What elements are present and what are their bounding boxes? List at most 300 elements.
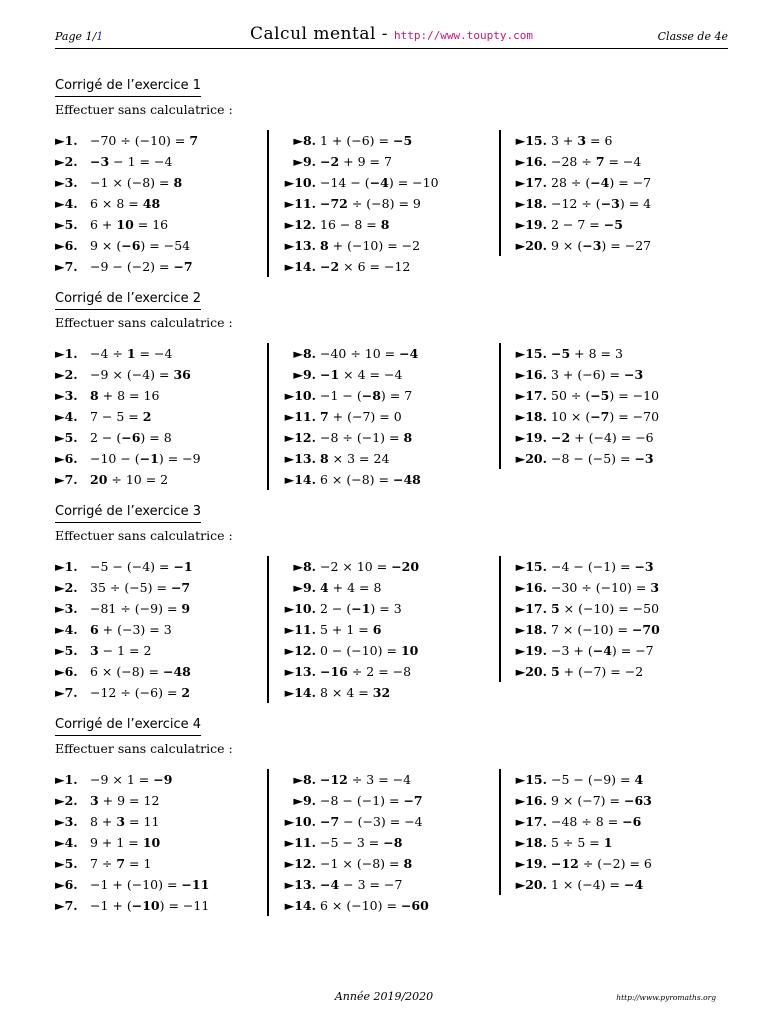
item-equation: 7 − 5 = 2 xyxy=(90,409,152,424)
item-number: ►19. xyxy=(515,430,547,445)
item-number: ►11. xyxy=(284,409,316,424)
item-equation: −10 − (−1) = −9 xyxy=(90,451,201,466)
answer-item xyxy=(284,385,514,406)
answer-item xyxy=(284,619,514,640)
item-equation: 2 − 7 = −5 xyxy=(551,217,623,232)
item-equation: 4 + 4 = 8 xyxy=(320,580,382,595)
item-equation: −28 ÷ 7 = −4 xyxy=(551,154,642,169)
item-equation: 7 × (−10) = −70 xyxy=(551,622,660,637)
answer-value: −5 xyxy=(392,133,413,148)
answer-value: 9 xyxy=(181,601,191,616)
item-number: ►5. xyxy=(55,430,78,445)
item-equation: 8 + (−10) = −2 xyxy=(320,238,421,253)
header-url-link[interactable]: http://www.toupty.com xyxy=(393,29,534,42)
answer-value: −3 xyxy=(582,238,602,253)
item-equation: −5 − (−4) = −1 xyxy=(90,559,193,574)
answer-item xyxy=(515,151,751,172)
answer-item xyxy=(55,598,265,619)
item-equation: −16 ÷ 2 = −8 xyxy=(320,664,412,679)
answer-item xyxy=(284,769,514,790)
answers-column-1 xyxy=(55,130,265,277)
item-number: ►12. xyxy=(284,430,316,445)
item-equation: −8 ÷ (−1) = 8 xyxy=(320,430,413,445)
item-equation: 6 + 10 = 16 xyxy=(90,217,169,232)
page-title xyxy=(55,24,728,44)
answer-value: −1 xyxy=(351,601,371,616)
item-equation: 2 − (−1) = 3 xyxy=(320,601,402,616)
item-equation: 10 × (−7) = −70 xyxy=(551,409,660,424)
answer-value: 20 xyxy=(90,472,108,487)
answer-value: 3 xyxy=(90,793,99,808)
item-equation: 8 × 4 = 32 xyxy=(320,685,391,700)
item-number: ►3. xyxy=(55,175,78,190)
answer-item xyxy=(284,661,514,682)
answer-value: 8 xyxy=(320,451,329,466)
item-equation: −4 − (−1) = −3 xyxy=(551,559,654,574)
answer-item xyxy=(55,769,265,790)
item-number: ►15. xyxy=(515,133,547,148)
item-equation: 8 + 8 = 16 xyxy=(90,388,160,403)
item-equation: −2 + (−4) = −6 xyxy=(551,430,654,445)
item-number: ►11. xyxy=(284,196,316,211)
answer-item xyxy=(55,895,265,916)
item-equation: −81 ÷ (−9) = 9 xyxy=(90,601,191,616)
section-title: Corrigé de l’exercice 2 xyxy=(55,291,201,310)
item-number: ►8. xyxy=(293,772,316,787)
item-number: ►6. xyxy=(55,664,78,679)
item-number: ►10. xyxy=(284,601,316,616)
answer-value: −3 xyxy=(90,154,110,169)
answers-column-1 xyxy=(55,556,265,703)
answer-item xyxy=(55,832,265,853)
item-number: ►4. xyxy=(55,835,78,850)
item-number: ►8. xyxy=(293,133,316,148)
answer-item xyxy=(515,598,751,619)
item-number: ►13. xyxy=(284,664,316,679)
answer-value: −5 xyxy=(603,217,623,232)
item-equation: −70 ÷ (−10) = 7 xyxy=(90,133,199,148)
answer-value: −12 xyxy=(320,772,348,787)
item-equation: 5 + 1 = 6 xyxy=(320,622,382,637)
item-number: ►7. xyxy=(55,685,78,700)
item-number: ►7. xyxy=(55,898,78,913)
item-equation: −8 − (−5) = −3 xyxy=(551,451,654,466)
answer-value: −9 xyxy=(153,772,173,787)
item-equation: 7 ÷ 7 = 1 xyxy=(90,856,152,871)
item-number: ►14. xyxy=(284,685,316,700)
item-number: ►20. xyxy=(515,451,547,466)
answer-item xyxy=(515,130,751,151)
answer-item xyxy=(515,364,751,385)
item-number: ►19. xyxy=(515,217,547,232)
item-number: ►6. xyxy=(55,451,78,466)
item-equation: 7 + (−7) = 0 xyxy=(320,409,402,424)
item-equation: 9 × (−7) = −63 xyxy=(551,793,652,808)
answer-item xyxy=(284,640,514,661)
answer-value: 8 xyxy=(380,217,390,232)
answer-value: −4 xyxy=(399,346,419,361)
answers-column-2 xyxy=(267,556,514,703)
answer-item xyxy=(284,469,514,490)
answers-column-3 xyxy=(499,556,751,682)
answer-value: 5 xyxy=(551,601,560,616)
footer-year: Année 2019/2020 xyxy=(334,990,434,1003)
item-equation: 6 + (−3) = 3 xyxy=(90,622,172,637)
answer-value: −1 xyxy=(320,367,340,382)
item-number: ►12. xyxy=(284,856,316,871)
item-equation: −3 − 1 = −4 xyxy=(90,154,173,169)
item-equation: 9 + 1 = 10 xyxy=(90,835,161,850)
answer-value: 7 xyxy=(595,154,605,169)
answer-value: −72 xyxy=(320,196,348,211)
item-equation: −9 − (−2) = −7 xyxy=(90,259,193,274)
item-number: ►2. xyxy=(55,154,78,169)
answer-value: 7 xyxy=(116,856,126,871)
answers-column-1 xyxy=(55,343,265,490)
answer-item xyxy=(55,130,265,151)
item-equation: −9 × 1 = −9 xyxy=(90,772,173,787)
item-equation: 6 × (−8) = −48 xyxy=(320,472,421,487)
answer-item xyxy=(55,577,265,598)
item-equation: −72 ÷ (−8) = 9 xyxy=(320,196,421,211)
item-equation: 9 × (−3) = −27 xyxy=(551,238,652,253)
answer-value: −11 xyxy=(181,877,210,892)
item-equation: −3 + (−4) = −7 xyxy=(551,643,654,658)
item-equation: 35 ÷ (−5) = −7 xyxy=(90,580,191,595)
item-equation: −9 × (−4) = 36 xyxy=(90,367,191,382)
item-equation: 2 − (−6) = 8 xyxy=(90,430,172,445)
item-equation: −1 + (−10) = −11 xyxy=(90,898,210,913)
item-number: ►13. xyxy=(284,877,316,892)
answer-item xyxy=(515,172,751,193)
answer-item xyxy=(55,874,265,895)
answer-item xyxy=(284,853,514,874)
item-number: ►3. xyxy=(55,601,78,616)
answer-item xyxy=(55,790,265,811)
item-equation: −4 − 3 = −7 xyxy=(320,877,403,892)
item-number: ►2. xyxy=(55,580,78,595)
item-number: ►19. xyxy=(515,643,547,658)
answer-value: 10 xyxy=(116,217,134,232)
item-number: ►20. xyxy=(515,664,547,679)
answer-item xyxy=(284,256,514,277)
answer-value: −1 xyxy=(139,451,159,466)
item-number: ►11. xyxy=(284,622,316,637)
item-equation: −5 + 8 = 3 xyxy=(551,346,623,361)
answer-item xyxy=(55,214,265,235)
answer-item xyxy=(55,256,265,277)
item-equation: −12 ÷ 3 = −4 xyxy=(320,772,412,787)
answer-item xyxy=(284,448,514,469)
answer-item xyxy=(55,619,265,640)
item-number: ►18. xyxy=(515,835,547,850)
item-equation: 50 ÷ (−5) = −10 xyxy=(551,388,660,403)
answer-value: −4 xyxy=(369,175,389,190)
item-equation: 6 × (−10) = −60 xyxy=(320,898,429,913)
answer-item xyxy=(55,427,265,448)
section-title: Corrigé de l’exercice 1 xyxy=(55,78,201,97)
item-number: ►7. xyxy=(55,472,78,487)
item-equation: 3 + (−6) = −3 xyxy=(551,367,644,382)
answer-item xyxy=(55,661,265,682)
answer-value: 8 xyxy=(320,238,329,253)
item-number: ►11. xyxy=(284,835,316,850)
item-equation: 5 ÷ 5 = 1 xyxy=(551,835,613,850)
item-number: ►4. xyxy=(55,622,78,637)
item-equation: 3 + 3 = 6 xyxy=(551,133,613,148)
answer-value: 3 xyxy=(90,643,99,658)
answer-item xyxy=(55,811,265,832)
answer-value: 10 xyxy=(142,835,161,850)
answer-value: 8 xyxy=(173,175,183,190)
item-equation: −1 × (−8) = 8 xyxy=(90,175,183,190)
section-title: Corrigé de l’exercice 3 xyxy=(55,504,201,523)
answer-value: 8 xyxy=(90,388,99,403)
section-instruction: Effectuer sans calculatrice : xyxy=(55,315,233,330)
answer-item xyxy=(55,235,265,256)
answer-item xyxy=(515,406,751,427)
item-equation: −40 ÷ 10 = −4 xyxy=(320,346,419,361)
answer-value: 1 xyxy=(603,835,613,850)
answer-item xyxy=(284,577,514,598)
answer-item xyxy=(284,598,514,619)
item-equation: −8 − (−1) = −7 xyxy=(320,793,423,808)
item-equation: −1 × (−8) = 8 xyxy=(320,856,413,871)
answer-value: 3 xyxy=(116,814,126,829)
answer-value: −1 xyxy=(173,559,193,574)
answer-value: −3 xyxy=(623,367,644,382)
answer-value: −12 xyxy=(551,856,579,871)
answer-item xyxy=(284,130,514,151)
answer-item xyxy=(284,895,514,916)
answer-value: −7 xyxy=(403,793,423,808)
page-total-link[interactable]: 1 xyxy=(96,30,104,43)
answer-item xyxy=(284,682,514,703)
item-number: ►16. xyxy=(515,154,547,169)
answer-item xyxy=(515,811,751,832)
item-number: ►4. xyxy=(55,409,78,424)
answer-item xyxy=(55,469,265,490)
answer-item xyxy=(515,577,751,598)
item-number: ►16. xyxy=(515,367,547,382)
answer-value: −70 xyxy=(631,622,660,637)
item-equation: 5 + (−7) = −2 xyxy=(551,664,644,679)
answer-item xyxy=(515,790,751,811)
answer-item xyxy=(515,619,751,640)
answer-value: 3 xyxy=(577,133,587,148)
answer-item xyxy=(515,661,751,682)
answer-item xyxy=(55,640,265,661)
item-number: ►2. xyxy=(55,793,78,808)
item-number: ►5. xyxy=(55,217,78,232)
answer-value: −7 xyxy=(173,259,193,274)
answer-item xyxy=(284,832,514,853)
item-number: ►9. xyxy=(293,793,316,808)
answer-value: −3 xyxy=(634,451,654,466)
item-equation: −1 + (−10) = −11 xyxy=(90,877,210,892)
answer-value: −2 xyxy=(551,430,571,445)
answer-value: −48 xyxy=(392,472,421,487)
answer-value: 7 xyxy=(189,133,199,148)
answer-value: −6 xyxy=(121,238,141,253)
answer-item xyxy=(55,448,265,469)
answer-item xyxy=(284,364,514,385)
item-equation: −48 ÷ 8 = −6 xyxy=(551,814,642,829)
item-number: ►3. xyxy=(55,388,78,403)
answer-item xyxy=(284,343,514,364)
item-number: ►3. xyxy=(55,814,78,829)
answer-value: −8 xyxy=(383,835,403,850)
item-number: ►8. xyxy=(293,346,316,361)
answer-item xyxy=(55,682,265,703)
item-number: ►15. xyxy=(515,559,547,574)
item-number: ►10. xyxy=(284,175,316,190)
section-instruction: Effectuer sans calculatrice : xyxy=(55,741,233,756)
item-equation: −12 ÷ (−6) = 2 xyxy=(90,685,191,700)
footer-site-link[interactable]: http://www.pyromaths.org xyxy=(616,993,716,1002)
item-number: ►5. xyxy=(55,643,78,658)
item-number: ►9. xyxy=(293,580,316,595)
item-number: ►6. xyxy=(55,238,78,253)
item-number: ►9. xyxy=(293,154,316,169)
item-equation: −2 × 6 = −12 xyxy=(320,259,411,274)
answer-value: −48 xyxy=(162,664,191,679)
item-equation: 1 + (−6) = −5 xyxy=(320,133,413,148)
answer-value: 36 xyxy=(173,367,191,382)
page-prefix: Page 1/ xyxy=(55,30,97,43)
answers-column-2 xyxy=(267,769,514,916)
answer-value: −20 xyxy=(391,559,420,574)
item-equation: −1 − (−8) = 7 xyxy=(320,388,413,403)
answer-value: −7 xyxy=(170,580,191,595)
item-number: ►13. xyxy=(284,451,316,466)
answer-value: −7 xyxy=(590,409,610,424)
answer-value: 8 xyxy=(403,430,413,445)
item-number: ►14. xyxy=(284,898,316,913)
answer-value: −63 xyxy=(623,793,652,808)
item-number: ►15. xyxy=(515,772,547,787)
item-number: ►20. xyxy=(515,877,547,892)
section-title: Corrigé de l’exercice 4 xyxy=(55,717,201,736)
item-equation: −5 − (−9) = 4 xyxy=(551,772,644,787)
answer-value: −4 xyxy=(590,175,610,190)
item-equation: 0 − (−10) = 10 xyxy=(320,643,419,658)
answer-value: −10 xyxy=(131,898,160,913)
answer-item xyxy=(284,151,514,172)
answer-value: 4 xyxy=(320,580,329,595)
answer-value: −2 xyxy=(320,154,340,169)
item-equation: 3 + 9 = 12 xyxy=(90,793,160,808)
item-equation: −4 ÷ 1 = −4 xyxy=(90,346,173,361)
item-equation: 6 × (−8) = −48 xyxy=(90,664,191,679)
item-number: ►4. xyxy=(55,196,78,211)
answer-item xyxy=(515,427,751,448)
answer-item xyxy=(55,343,265,364)
answer-item xyxy=(284,811,514,832)
item-equation: 20 ÷ 10 = 2 xyxy=(90,472,169,487)
answer-item xyxy=(284,214,514,235)
item-number: ►2. xyxy=(55,367,78,382)
title-text: Calcul mental - xyxy=(249,24,394,44)
item-number: ►16. xyxy=(515,793,547,808)
item-number: ►18. xyxy=(515,196,547,211)
answer-item xyxy=(515,556,751,577)
answer-value: −4 xyxy=(320,877,340,892)
answer-item xyxy=(515,853,751,874)
answer-value: 10 xyxy=(400,643,419,658)
item-equation: −2 × 10 = −20 xyxy=(320,559,420,574)
item-number: ►6. xyxy=(55,877,78,892)
item-number: ►1. xyxy=(55,559,78,574)
item-number: ►18. xyxy=(515,409,547,424)
item-number: ►1. xyxy=(55,133,78,148)
answer-item xyxy=(55,556,265,577)
answer-value: 48 xyxy=(142,196,161,211)
item-number: ►15. xyxy=(515,346,547,361)
answer-value: 6 xyxy=(372,622,382,637)
answer-value: −6 xyxy=(121,430,141,445)
item-number: ►14. xyxy=(284,472,316,487)
answer-item xyxy=(515,874,751,895)
answer-value: 6 xyxy=(90,622,99,637)
item-equation: 8 + 3 = 11 xyxy=(90,814,160,829)
answer-item xyxy=(515,343,751,364)
item-equation: −30 ÷ (−10) = 3 xyxy=(551,580,660,595)
answer-item xyxy=(515,640,751,661)
answers-column-3 xyxy=(499,343,751,469)
item-number: ►19. xyxy=(515,856,547,871)
item-equation: −12 ÷ (−2) = 6 xyxy=(551,856,652,871)
item-number: ►13. xyxy=(284,238,316,253)
answer-value: −4 xyxy=(592,643,612,658)
answer-item xyxy=(55,172,265,193)
answer-value: 2 xyxy=(181,685,191,700)
item-number: ►12. xyxy=(284,643,316,658)
item-number: ►17. xyxy=(515,175,547,190)
item-number: ►14. xyxy=(284,259,316,274)
answer-item xyxy=(55,385,265,406)
item-equation: 9 × (−6) = −54 xyxy=(90,238,191,253)
answers-column-2 xyxy=(267,130,514,277)
answers-column-1 xyxy=(55,769,265,916)
answer-value: −5 xyxy=(551,346,571,361)
answer-value: 4 xyxy=(634,772,644,787)
answer-value: −7 xyxy=(320,814,340,829)
item-number: ►20. xyxy=(515,238,547,253)
item-number: ►1. xyxy=(55,772,78,787)
item-equation: −14 − (−4) = −10 xyxy=(320,175,439,190)
item-equation: −7 − (−3) = −4 xyxy=(320,814,423,829)
item-number: ►9. xyxy=(293,367,316,382)
item-equation: 3 − 1 = 2 xyxy=(90,643,152,658)
answer-item xyxy=(515,235,751,256)
answer-item xyxy=(55,151,265,172)
item-equation: 16 − 8 = 8 xyxy=(320,217,390,232)
item-number: ►1. xyxy=(55,346,78,361)
answer-value: 2 xyxy=(142,409,152,424)
item-number: ►16. xyxy=(515,580,547,595)
answer-value: −2 xyxy=(320,259,340,274)
answer-item xyxy=(515,214,751,235)
item-equation: 6 × 8 = 48 xyxy=(90,196,161,211)
answer-value: −3 xyxy=(634,559,654,574)
answer-value: 32 xyxy=(372,685,391,700)
answer-item xyxy=(55,364,265,385)
answer-item xyxy=(515,385,751,406)
item-number: ►17. xyxy=(515,388,547,403)
answer-item xyxy=(284,427,514,448)
answer-value: −4 xyxy=(623,877,644,892)
